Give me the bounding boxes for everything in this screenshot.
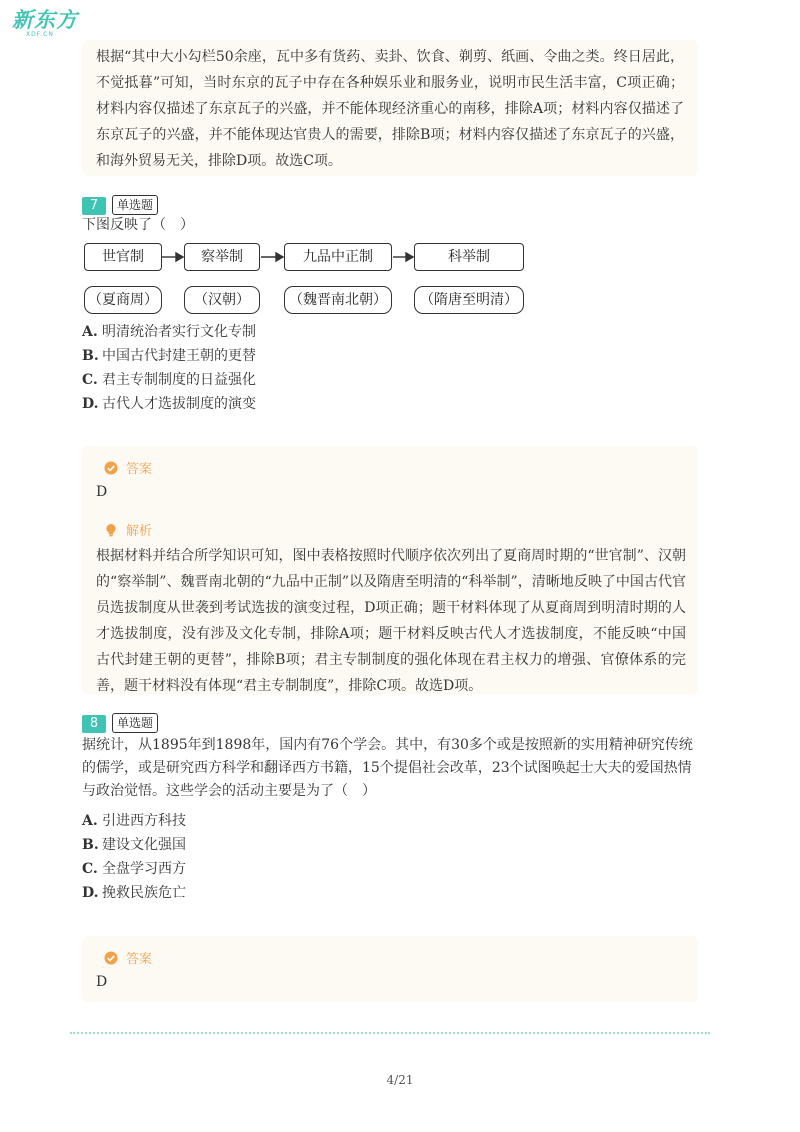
arrow-right-icon [162, 253, 183, 261]
answer-value: D [96, 484, 108, 500]
era-box: （魏晋南北朝） [284, 286, 392, 314]
xdf-logo: 新东方 [12, 8, 78, 32]
lightbulb-icon [104, 523, 118, 537]
answer-value: D [96, 974, 108, 990]
system-box: 察举制 [184, 243, 260, 271]
option-a[interactable]: A. 引进西方科技 [82, 813, 186, 829]
option-d[interactable]: D. 古代人才选拔制度的演变 [82, 396, 256, 412]
footer-divider [70, 1032, 710, 1034]
era-box: （汉朝） [184, 286, 260, 314]
q7-explanation-text: 根据材料并结合所学知识可知，图中表格按照时代顺序依次列出了夏商周时期的“世官制”、汉朝的“察举制”、魏晋南北朝的“九品中正制”以及隋唐至明清的“科举制”，清晰地反映了中国古代官员选拔制度从世袭到考试选拔的演变过程，D项正确；题干材料体现了从夏商周到明清时期的人才选拔制度，没有涉及文化专制，排除A项；题干材料反映古代人才选拔制度，不能反映“中国古代封建王朝的更替”，排除B项；君主专制制度的强化体现在君主权力的增强、官僚体系的完善，题干材料没有体现“君主专制制度”，排除C项。故选D项。 [96, 548, 686, 694]
question-stem: 下图反映了（ ） [82, 217, 194, 233]
option-d[interactable]: D. 挽救民族危亡 [82, 885, 186, 901]
xdf-logo-sub: XDF.CN [26, 31, 54, 38]
era-box: （夏商周） [84, 286, 162, 314]
check-circle-icon [104, 461, 118, 475]
arrow-right-icon [393, 253, 413, 261]
explanation-label: 解析 [104, 520, 152, 539]
question-type-badge: 单选题 [112, 713, 158, 733]
option-c[interactable]: C. 君主专制制度的日益强化 [82, 372, 256, 388]
q6-explanation-text: 根据“其中大小勾栏50余座，瓦中多有货药、卖卦、饮食、剃剪、纸画、令曲之类。终日居此，不觉抵暮”可知，当时东京的瓦子中存在各种娱乐业和服务业，说明市民生活丰富，C项正确；材料内容仅描述了东京瓦子的兴盛，并不能体现经济重心的南移，排除A项；材料内容仅描述了东京瓦子的兴盛，并不能体现达官贵人的需要，排除B项；材料内容仅描述了东京瓦子的兴盛，和海外贸易无关，排除D项。故选C项。 [96, 49, 684, 169]
page-number: 4/21 [386, 1073, 414, 1087]
flow-arrows [0, 0, 800, 300]
answer-label: 答案 [104, 948, 152, 967]
question-stem: 据统计，从1895年到1898年，国内有76个学会。其中，有30多个或是按照新的实用精神研究传统的儒学，或是研究西方科学和翻译西方书籍，15个提倡社会改革，23个试图唤起士大夫的爱国热情与政治觉悟。这些学会的活动主要是为了（ ） [82, 737, 693, 799]
system-box: 科举制 [414, 243, 524, 271]
check-circle-icon [104, 951, 118, 965]
option-a[interactable]: A. 明清统治者实行文化专制 [82, 324, 256, 340]
era-box: （隋唐至明清） [414, 286, 524, 314]
question-number: 8 [82, 715, 106, 733]
question-number: 7 [82, 197, 106, 215]
option-c[interactable]: C. 全盘学习西方 [82, 861, 186, 877]
q8-answer-panel [82, 936, 698, 1002]
system-box: 九品中正制 [284, 243, 392, 271]
answer-label: 答案 [104, 458, 152, 477]
system-box: 世官制 [84, 243, 162, 271]
option-b[interactable]: B. 建设文化强国 [82, 837, 186, 853]
question-type-badge: 单选题 [112, 195, 158, 215]
option-b[interactable]: B. 中国古代封建王朝的更替 [82, 348, 256, 364]
arrow-right-icon [261, 253, 283, 261]
